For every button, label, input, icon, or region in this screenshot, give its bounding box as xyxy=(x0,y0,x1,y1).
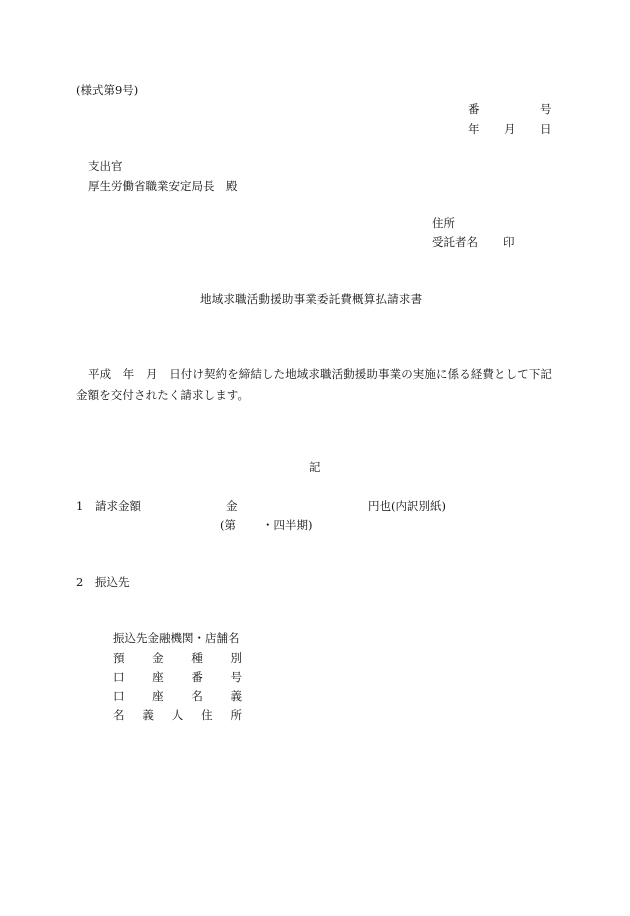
addressee-name: 厚生労働省職業安定局長 殿 xyxy=(88,179,238,193)
item1-number: 1 xyxy=(76,499,84,513)
holder-address-label: 名 義 人 住 所 xyxy=(113,708,242,722)
sender-trustee-label: 受託者名 xyxy=(432,235,478,249)
amount-kin: 金 xyxy=(226,499,238,513)
quarter-close: ・四半期) xyxy=(262,518,313,532)
item2-label: 振込先 xyxy=(95,575,130,589)
number-label-go: 号 xyxy=(540,102,552,116)
bank-institution-label: 振込先金融機関・店舗名 xyxy=(113,631,240,645)
date-day-label: 日 xyxy=(540,122,552,136)
item1-label: 請求金額 xyxy=(95,499,141,513)
form-number: (様式第9号) xyxy=(76,83,139,97)
date-month-label: 月 xyxy=(504,122,516,136)
item2-number: 2 xyxy=(76,575,84,589)
amount-yen-breakdown: 円也(内訳別紙) xyxy=(368,499,446,513)
ki-heading: 記 xyxy=(309,460,321,474)
deposit-type-label: 預 金 種 別 xyxy=(113,651,242,665)
addressee-title: 支出官 xyxy=(88,159,123,173)
seal-label: 印 xyxy=(503,235,515,249)
quarter-open: (第 xyxy=(220,518,236,532)
account-number-label: 口 座 番 号 xyxy=(113,670,242,684)
sender-address-label: 住所 xyxy=(432,216,455,230)
account-name-label: 口 座 名 義 xyxy=(113,689,242,703)
request-body-text: 平成 年 月 日付け契約を締結した地域求職活動援助事業の実施に係る経費として下記金額を交付されたく請求します。 xyxy=(76,367,552,402)
number-label-ban: 番 xyxy=(468,102,480,116)
date-year-label: 年 xyxy=(468,122,480,136)
document-title: 地域求職活動援助事業委託費概算払請求書 xyxy=(200,292,423,306)
